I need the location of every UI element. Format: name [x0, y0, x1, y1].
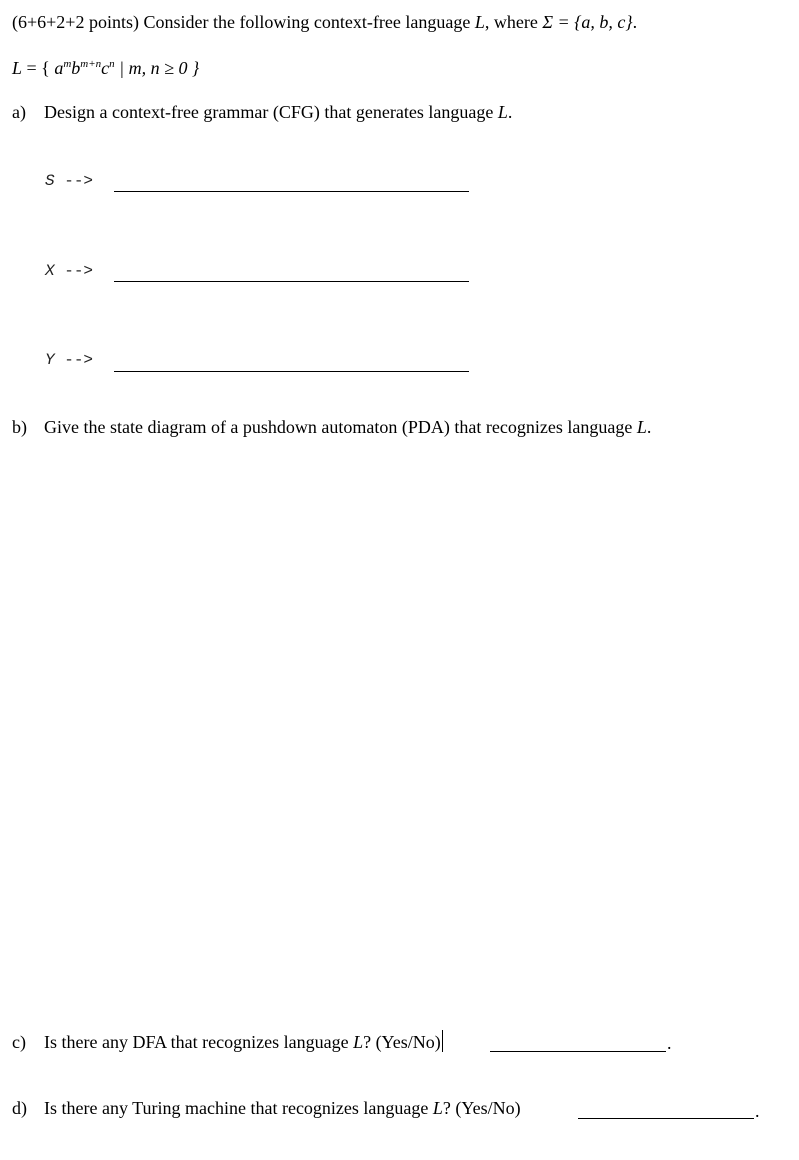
- grammar-rule-y: [45, 351, 93, 369]
- lang-eq-open: = {: [22, 58, 55, 78]
- question-d-lang-var: L: [432, 1098, 443, 1118]
- grammar-rule-s: [45, 172, 93, 190]
- question-c-suffix: ? (Yes/No): [363, 1032, 441, 1052]
- question-c-answer-line[interactable]: [490, 1051, 666, 1052]
- header-period: .: [632, 12, 638, 32]
- lang-lhs: L: [12, 58, 23, 78]
- lang-exp-m: m: [63, 58, 72, 70]
- question-d: [12, 1098, 521, 1119]
- text-cursor: [442, 1030, 443, 1052]
- question-c-lang-var: L: [353, 1032, 364, 1052]
- question-b-period: .: [646, 417, 652, 437]
- lang-c: c: [101, 58, 110, 78]
- header-where: , where: [484, 12, 538, 32]
- lang-b: b: [71, 58, 81, 78]
- question-b: [12, 417, 651, 438]
- question-d-end: .: [755, 1101, 760, 1121]
- question-c-end: .: [667, 1033, 672, 1053]
- lang-a: a: [54, 58, 64, 78]
- rule-y-variable: Y: [45, 351, 55, 369]
- header-lang-var: L: [474, 12, 485, 32]
- question-b-lang-var: L: [636, 417, 647, 437]
- question-d-text: Is there any Turing machine that recognizes language: [44, 1098, 429, 1118]
- question-a-period: .: [507, 102, 513, 122]
- lang-exp-mn: m+n: [80, 58, 102, 70]
- question-d-suffix: ? (Yes/No): [442, 1098, 521, 1118]
- question-d-label: d): [12, 1098, 27, 1118]
- question-a-label: a): [12, 102, 26, 122]
- points-label: (6+6+2+2 points): [12, 12, 139, 32]
- question-c: [12, 1030, 443, 1053]
- question-c-label: c): [12, 1032, 26, 1052]
- pda-diagram-area[interactable]: [12, 450, 782, 1010]
- question-c-text: Is there any DFA that recognizes language: [44, 1032, 349, 1052]
- rule-y-answer-line[interactable]: [114, 371, 469, 372]
- question-a-text: Design a context-free grammar (CFG) that generates language: [44, 102, 494, 122]
- rule-y-arrow: -->: [64, 351, 94, 369]
- alphabet-definition: Σ = {a, b, c}: [542, 12, 633, 32]
- rule-s-arrow: -->: [64, 172, 94, 190]
- rule-x-arrow: -->: [64, 262, 94, 280]
- problem-header: [12, 12, 637, 33]
- lang-condition: | m, n ≥ 0 }: [114, 58, 200, 78]
- question-a-lang-var: L: [497, 102, 508, 122]
- question-b-label: b): [12, 417, 27, 437]
- question-a: [12, 102, 512, 123]
- language-definition: [12, 58, 199, 79]
- question-b-text: Give the state diagram of a pushdown automaton (PDA) that recognizes language: [44, 417, 633, 437]
- header-intro: Consider the following context-free language: [143, 12, 471, 32]
- question-d-answer-line[interactable]: [578, 1118, 754, 1119]
- rule-x-variable: X: [45, 262, 55, 280]
- rule-s-answer-line[interactable]: [114, 191, 469, 192]
- grammar-rule-x: [45, 262, 93, 280]
- rule-x-answer-line[interactable]: [114, 281, 469, 282]
- lang-exp-n: n: [109, 58, 115, 70]
- rule-s-variable: S: [45, 172, 55, 190]
